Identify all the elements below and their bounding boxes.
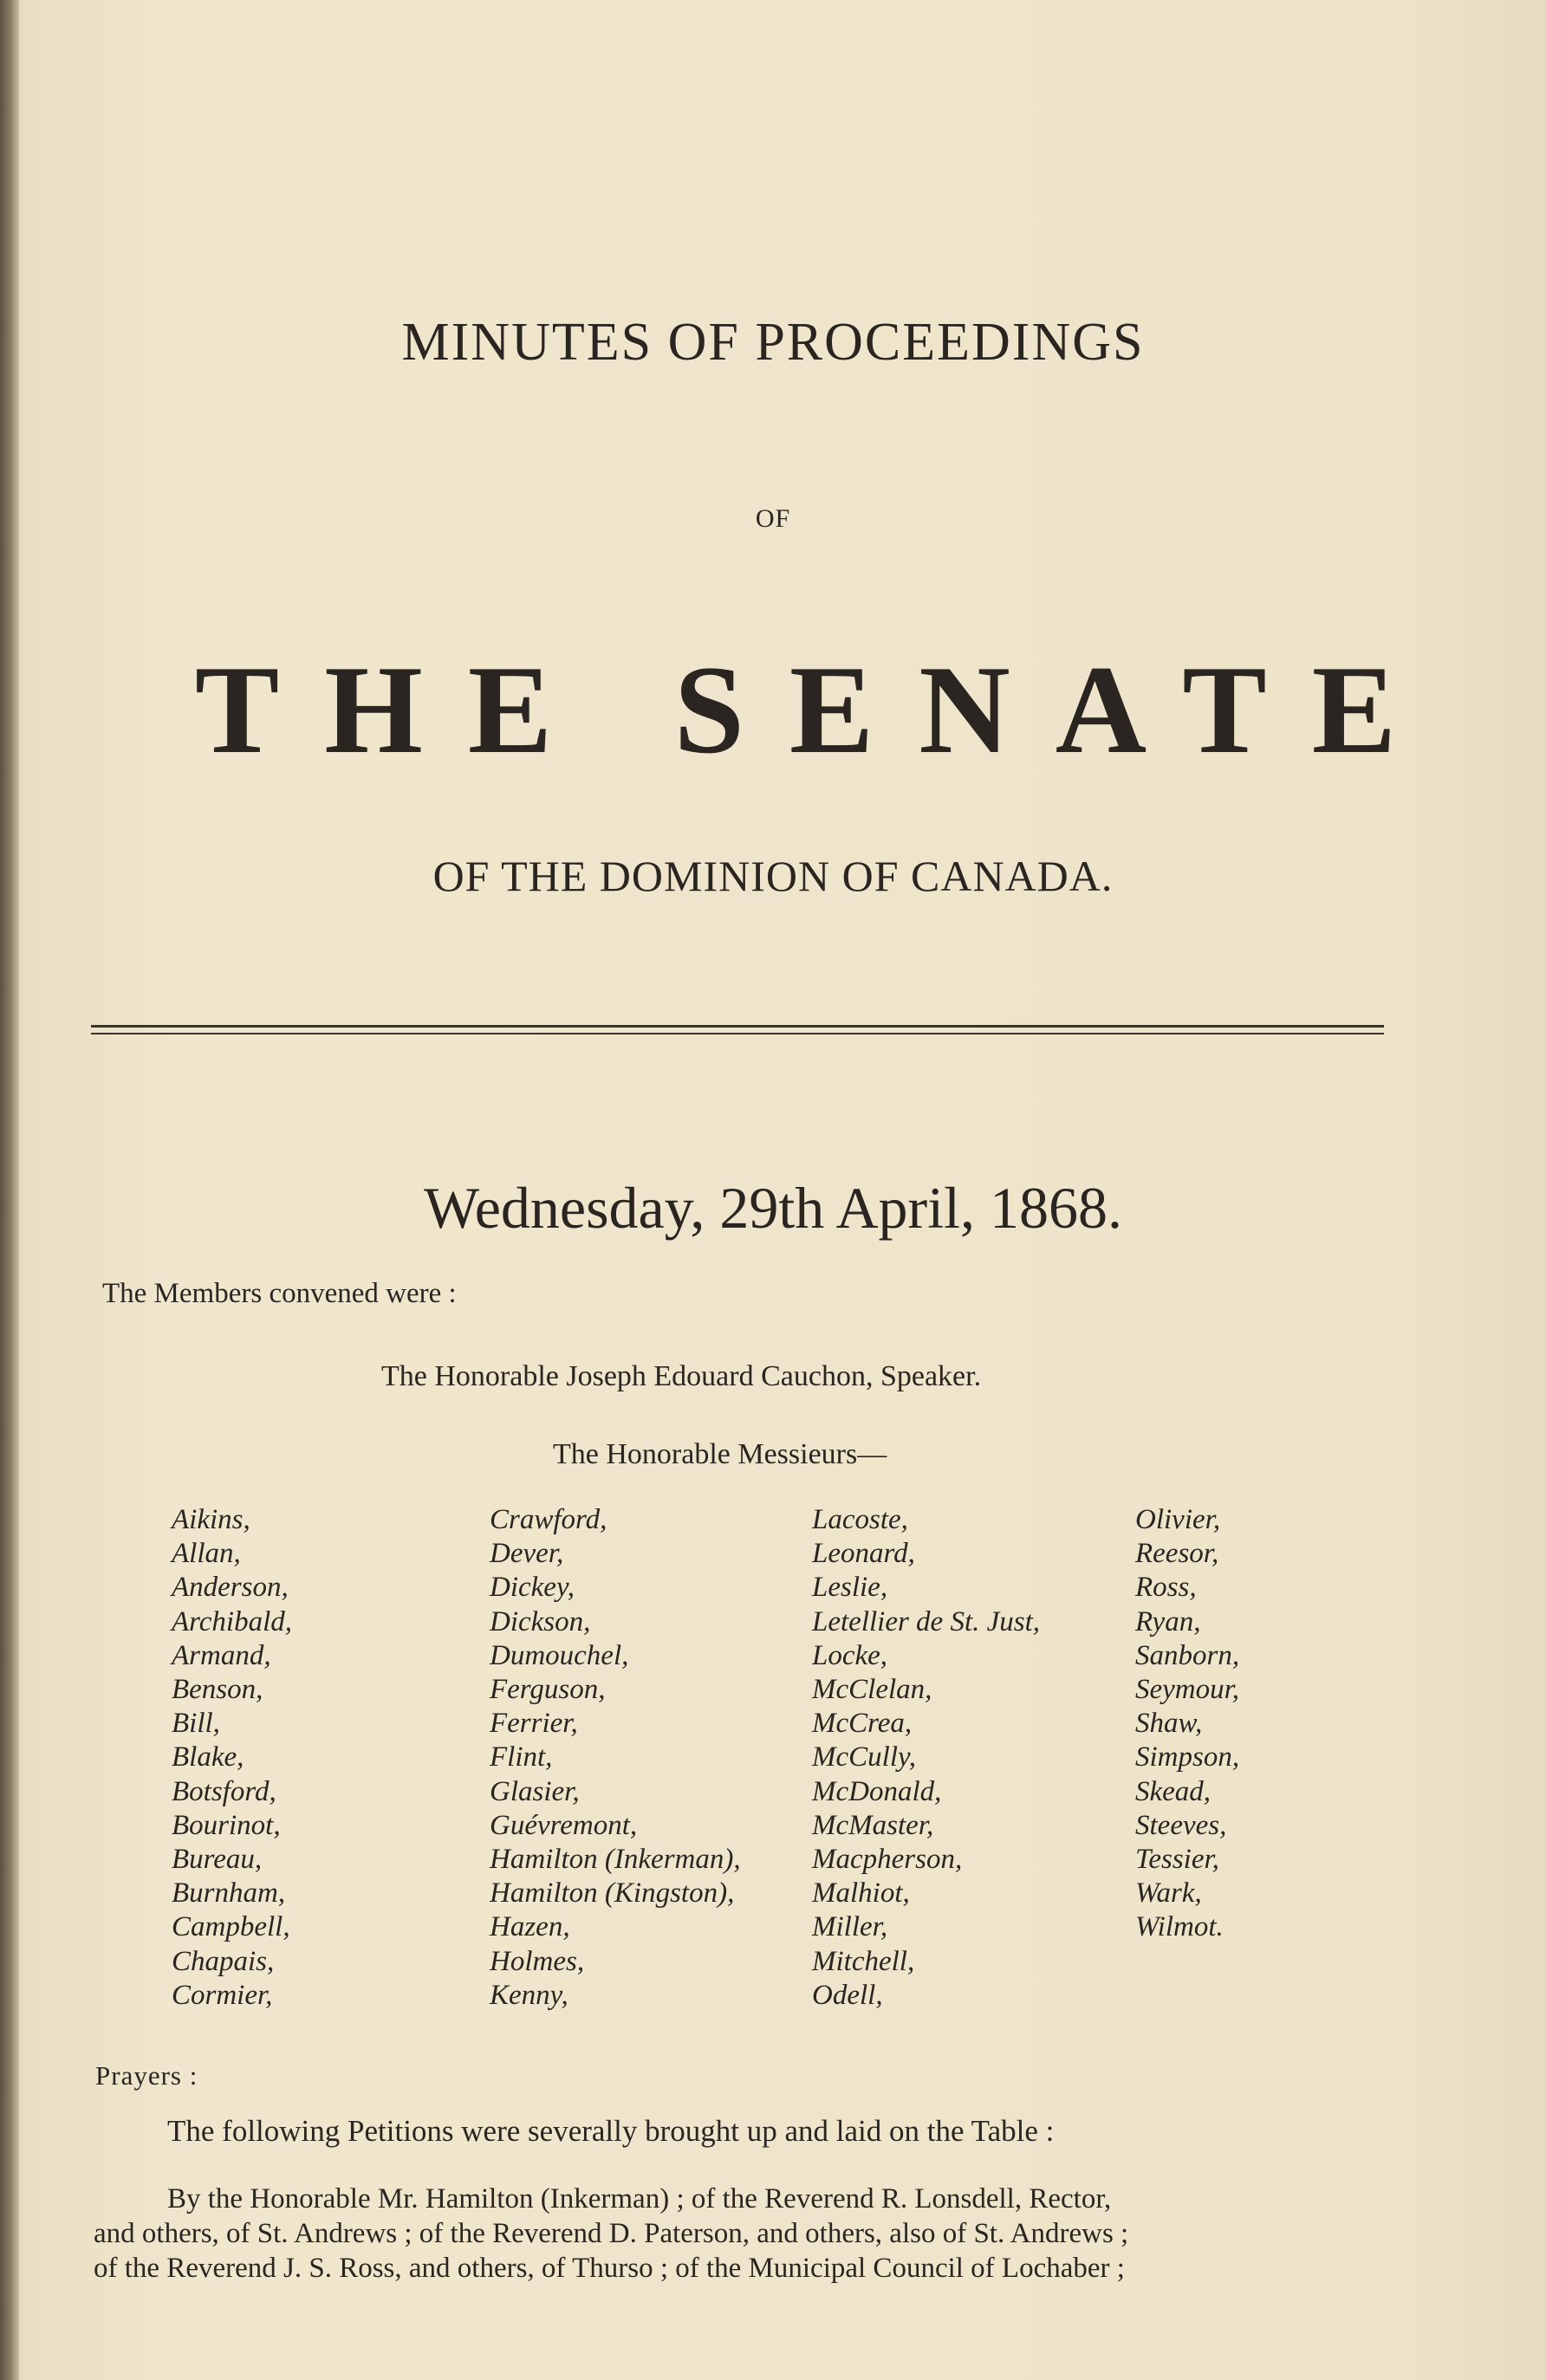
member-name: Locke, [812,1639,888,1671]
member-name: Anderson, [172,1572,289,1604]
prayers-heading: Prayers : [95,2060,198,2091]
paragraph-line: and others, of St. Andrews ; of the Reverend D. Paterson, and others, also of St. Andrews ; [94,2218,1129,2249]
member-name: Aikins, [172,1504,250,1535]
member-name: Hazen, [490,1911,570,1943]
member-name: Tessier, [1135,1844,1219,1876]
members-column-4 [1135,1503,1239,1945]
member-name: Sanborn, [1135,1639,1240,1671]
member-name: Shaw, [1135,1708,1203,1740]
petitions-paragraph [94,2182,1445,2286]
member-name: McCrea, [812,1708,913,1740]
member-name: McCully, [812,1741,917,1774]
member-name: McDonald, [812,1775,942,1807]
member-name: Wark, [1135,1877,1202,1910]
members-intro: The Members convened were : [102,1278,457,1309]
paragraph-line: of the Reverend J. S. Ross, and others, of Thurso ; of the Municipal Council of Lochaber ; [94,2253,1125,2284]
member-name: Glasier, [490,1775,580,1807]
member-name: Bill, [172,1708,220,1740]
title-minutes-of-proceedings: MINUTES OF PROCEEDINGS [401,313,1145,372]
member-name: Botsford, [172,1775,276,1807]
member-name: Blake, [172,1741,244,1774]
member-name: Leslie, [812,1572,888,1604]
member-name: Mitchell, [812,1945,915,1977]
member-name: Simpson, [1135,1741,1240,1774]
member-name: Miller, [812,1911,888,1943]
session-date: Wednesday, 29th April, 1868. [423,1175,1122,1241]
title-the-senate: THE SENATE [194,639,1442,780]
messieurs-line: The Honorable Messieurs— [553,1438,887,1470]
paragraph-line: By the Honorable Mr. Hamilton (Inkerman) ; of the Reverend R. Lonsdell, Rector, [167,2183,1112,2215]
member-name: Ross, [1135,1572,1197,1604]
speaker-line: The Honorable Joseph Edouard Cauchon, Speaker. [381,1360,982,1392]
member-name: Malhiot, [812,1877,910,1910]
member-name: Holmes, [490,1945,585,1977]
member-name: Reesor, [1135,1538,1219,1570]
member-name: Crawford, [490,1504,607,1535]
members-column-3 [812,1503,1040,2013]
member-name: Dickey, [490,1572,575,1604]
members-column-2 [490,1503,741,2013]
title-rule-bottom [91,1033,1384,1034]
member-name: Wilmot. [1135,1911,1224,1943]
member-name: Olivier, [1135,1504,1221,1535]
member-name: Burnham, [172,1877,286,1910]
member-name: Hamilton (Inkerman), [490,1844,741,1876]
title-rule-top [91,1025,1384,1028]
member-name: Macpherson, [812,1844,963,1876]
member-name: McClelan, [812,1674,932,1706]
title-of: OF [755,504,791,533]
member-name: Kenny, [490,1979,568,2011]
member-name: Leonard, [812,1538,915,1570]
member-name: Dickson, [490,1605,591,1637]
member-name: Archibald, [172,1605,293,1637]
member-name: Dever, [490,1538,564,1570]
member-name: Letellier de St. Just, [812,1605,1041,1637]
member-name: Allan, [172,1538,241,1570]
member-name: Hamilton (Kingston), [490,1877,735,1910]
member-name: Ferguson, [490,1674,606,1706]
member-name: Flint, [490,1741,553,1774]
member-name: Lacoste, [812,1504,908,1535]
member-name: Bourinot, [172,1809,281,1841]
member-name: Ferrier, [490,1708,578,1740]
member-name: Skead, [1135,1775,1211,1807]
member-name: Odell, [812,1979,883,2011]
member-name: Dumouchel, [490,1639,629,1671]
member-name: Seymour, [1135,1674,1240,1706]
title-dominion-of-canada: OF THE DOMINION OF CANADA. [432,852,1114,900]
member-name: Guévremont, [490,1809,638,1841]
member-name: Armand, [172,1639,271,1671]
member-name: Benson, [172,1674,263,1706]
member-name: Bureau, [172,1844,263,1876]
member-name: Steeves, [1135,1809,1227,1841]
member-name: Chapais, [172,1945,275,1977]
members-column-1 [172,1503,292,2013]
member-name: Campbell, [172,1911,290,1943]
petitions-intro: The following Petitions were severally brought up and laid on the Table : [167,2114,1055,2148]
member-name: Ryan, [1135,1605,1201,1637]
member-name: McMaster, [812,1809,934,1841]
member-name: Cormier, [172,1979,273,2011]
